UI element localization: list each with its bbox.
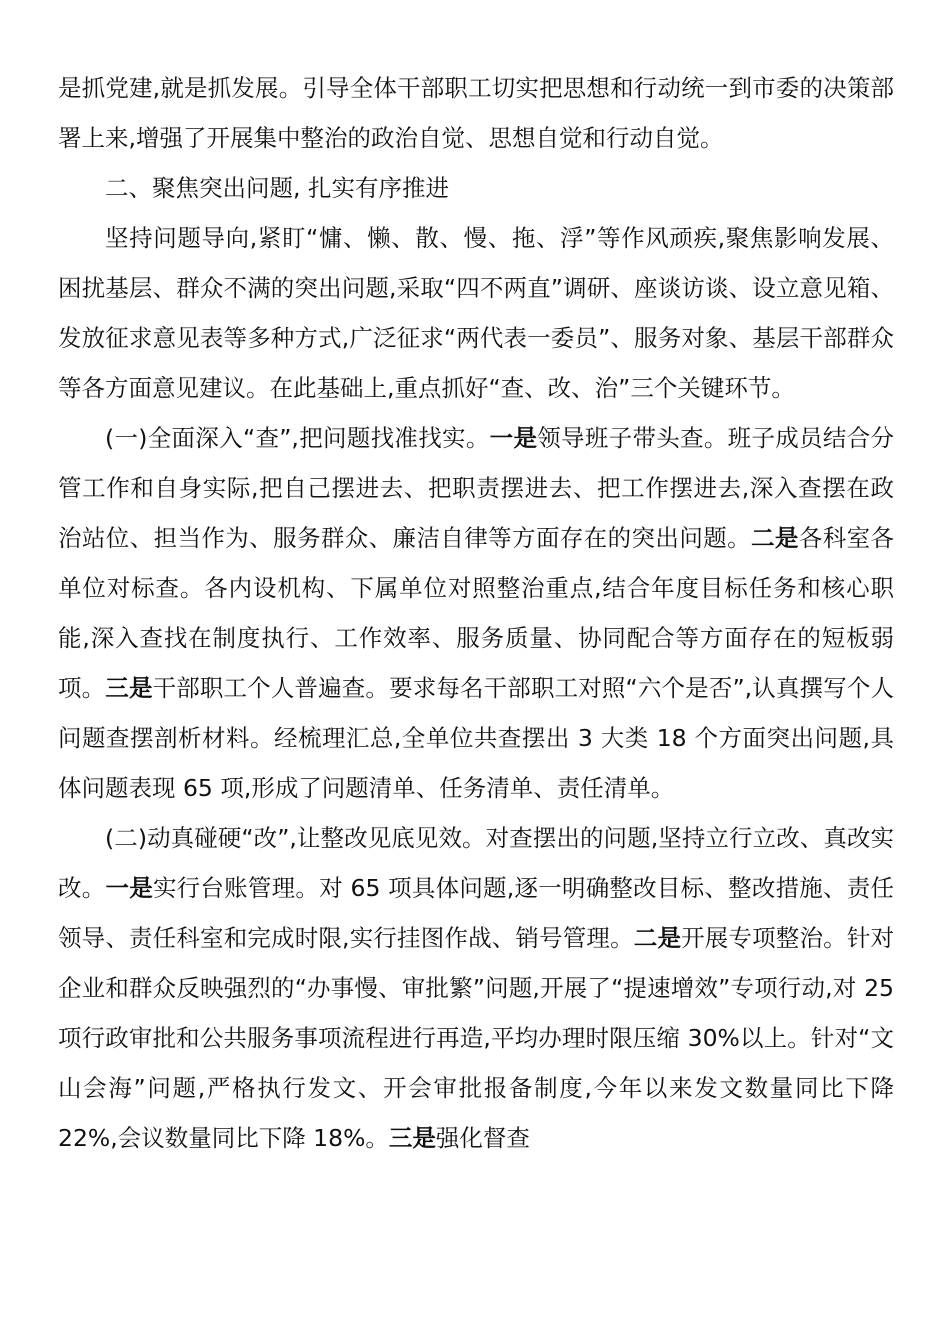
paragraph-intro-continuation xyxy=(58,63,894,163)
bold-marker-first: 一是 xyxy=(105,874,153,902)
text-run: 实行台账管理。对 65 项具体问题,逐一明确整改目标、整改措施、责任领导、责任科室和完成时限,实行挂图作战、销号管理。 xyxy=(58,874,895,952)
text-run: 干部职工个人普遍查。要求每名干部职工对照“六个是否”,认真撰写个人问题查摆剖析材料。经梳理汇总,全单位共查摆出 3 大类 18 个方面突出问题,具体问题表现 65 项,形成了问题清单、任务清单、责任清单。 xyxy=(58,674,894,802)
heading-text: 二、聚焦突出问题, 扎实有序推进 xyxy=(105,174,449,202)
text-run: 领导班子带头查。班子成员结合分管工作和自身实际,把自己摆进去、把职责摆进去、把工作摆进去,深入查摆在政治站位、担当作为、服务群众、廉洁自律等方面存在的突出问题。 xyxy=(58,424,895,552)
text-run: 各科室各单位对标查。各内设机构、下属单位对照整治重点,结合年度目标任务和核心职能,深入查找在制度执行、工作效率、服务质量、协同配合等方面存在的短板弱项。 xyxy=(58,524,895,702)
text-run: (二)动真碰硬“改”,让整改见底见效。对查摆出的问题,坚持立行立改、真改实改。 xyxy=(58,824,894,902)
bold-marker-first: 一是 xyxy=(489,424,538,452)
bold-marker-third: 三是 xyxy=(388,1124,436,1152)
text-run: 是抓党建,就是抓发展。引导全体干部职工切实把思想和行动统一到市委的决策部署上来,增强了开展集中整治的政治自觉、思想自觉和行动自觉。 xyxy=(58,74,894,152)
paragraph-rectify xyxy=(58,813,894,1163)
text-run: 强化督查 xyxy=(435,1124,530,1152)
text-run: 坚持问题导向,紧盯“慵、懒、散、慢、拖、浮”等作风顽疾,聚焦影响发展、困扰基层、群众不满的突出问题,采取“四不两直”调研、座谈访谈、设立意见箱、发放征求意见表等多种方式,广泛征求“两代表一委员”、服务对象、基层干部群众等各方面意见建议。在此基础上,重点抓好“查、改、治”三个关键环节。 xyxy=(58,224,894,402)
paragraph-problem-orientation xyxy=(58,213,894,413)
paragraph-investigate xyxy=(58,413,894,813)
section-heading-2 xyxy=(58,163,894,213)
text-run: (一)全面深入“查”,把问题找准找实。 xyxy=(105,424,490,452)
bold-marker-second: 二是 xyxy=(633,924,682,952)
text-run: 开展专项整治。针对企业和群众反映强烈的“办事慢、审批繁”问题,开展了“提速增效”专项行动,对 25 项行政审批和公共服务事项流程进行再造,平均办理时限压缩 30%以上。针对“文山会海”问题,严格执行发文、开会审批报备制度,今年以来发文数量同比下降 22%,会议数量同比下降 18%。 xyxy=(58,924,894,1152)
bold-marker-third: 三是 xyxy=(105,674,153,702)
document-page xyxy=(58,63,894,1163)
bold-marker-second: 二是 xyxy=(751,524,799,552)
